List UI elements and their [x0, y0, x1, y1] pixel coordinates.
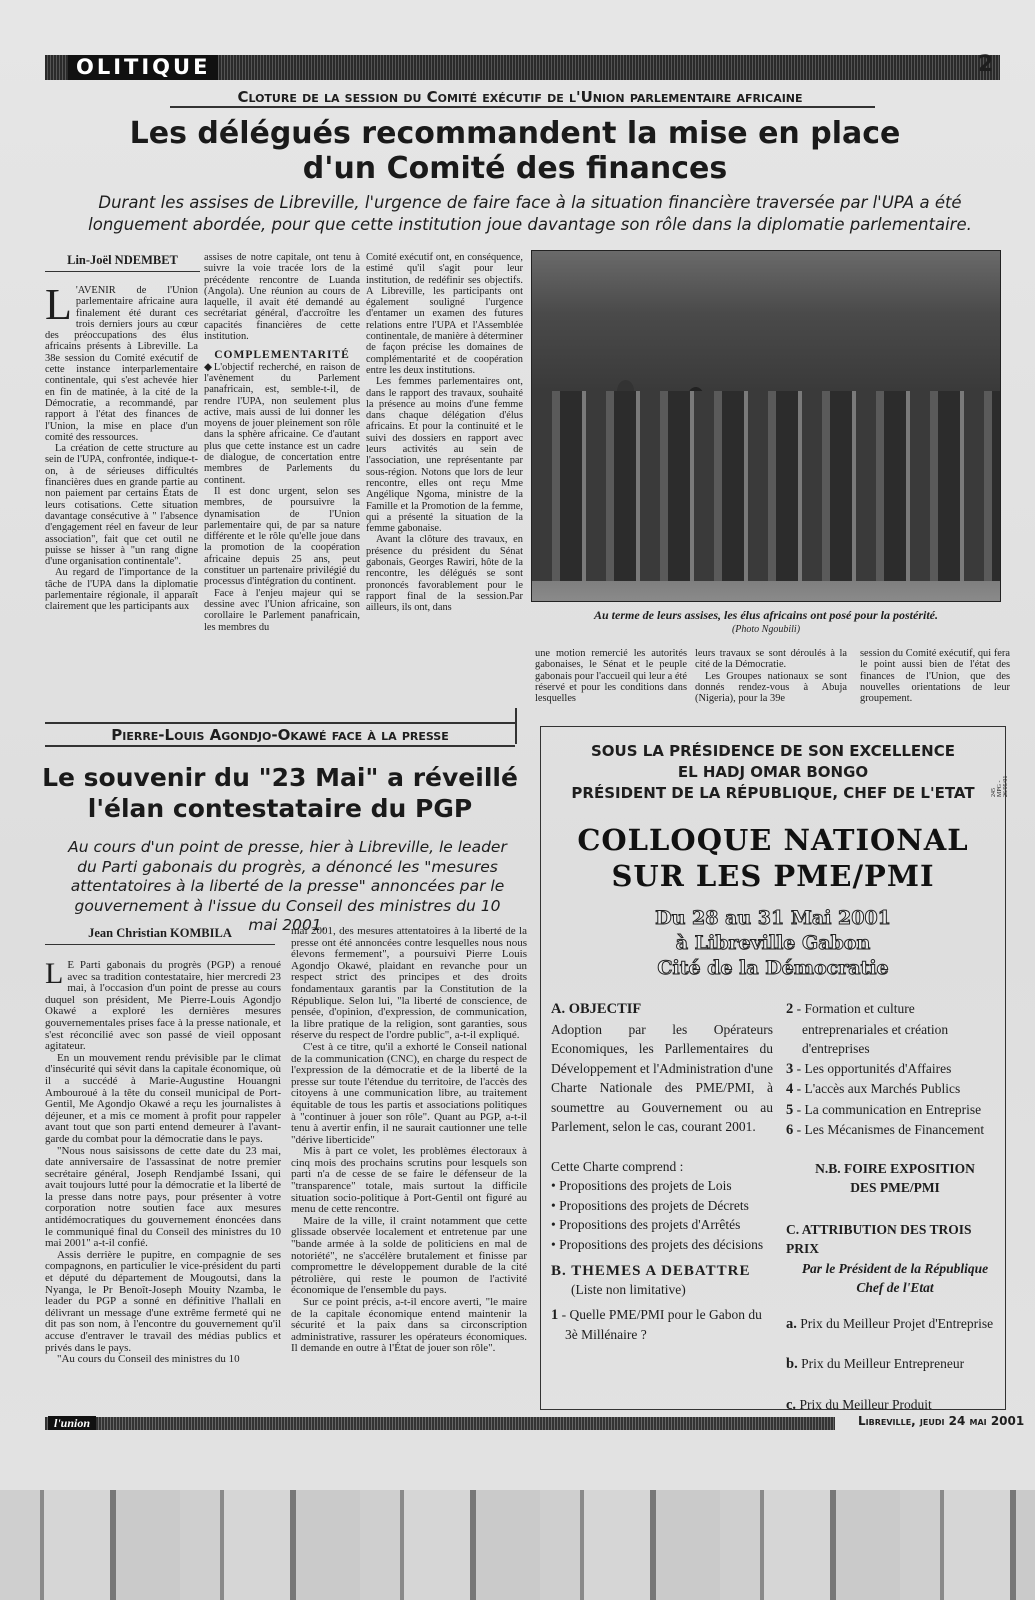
prix-text: Prix du Meilleur Projet d'Entreprise: [800, 1315, 994, 1331]
ad-title-line: SUR LES PME/PMI: [611, 859, 935, 893]
kicker-rule-top: [45, 722, 515, 724]
paragraph: "Nous nous saisissons de cette date du 23 mai, date anniversaire de l'assassinat de notre premier secrétaire général, Joseph Rendjambé Issani, qui avait toujours lutté pour la démocratie et la liberté de la presse dans notre pays, pour présenter à votre corporation notre soutien face aux mesures antidémocratiques du gouvernement énoncées dans le communiqué final du Conseil des ministres du 10 mai 2001" a-t-il confié.: [45, 1144, 281, 1250]
ad-left-column: [551, 999, 773, 1345]
charte-item-text: Propositions des projets de Lois: [559, 1178, 732, 1193]
dateline: Libreville, jeudi 24 mai 2001: [858, 1414, 1025, 1428]
paragraph: En un mouvement rendu prévisible par le climat d'insécurité qui sévit dans la capitale économique, où il a succédé à Marie-Augustine Houangni Ambouroué à la tête du conseil municipal de Port-Gentil, Me Agondjo Okawé a reçu les journalistes à déjeuner, et a mis ce moment à profit pour rappeler avant tout que son parti entend demeurer à l'avant-garde du combat pour la démocratie dans le pays.: [45, 1051, 281, 1145]
theme-text: Quelle PME/PMI pour le Gabon du 3è Millénaire ?: [565, 1306, 762, 1342]
article1-column-2: [204, 252, 360, 633]
theme-number: 5: [786, 1101, 794, 1118]
charte-item: • Propositions des projets d'Arrêtés: [551, 1217, 741, 1232]
prix-letter: a.: [786, 1315, 797, 1332]
paragraph: Les Groupes nationaux se sont donnés rendez-vous à Abuja (Nigeria), pour la 39e: [695, 670, 847, 705]
prix-subtitle: [786, 1259, 1004, 1298]
paragraph: session du Comité exécutif, qui fera le point aussi bien de l'état des finances de l'Union, que des nouvelles orientations de leur groupement.: [860, 648, 1010, 705]
themes-title: B. THEMES A DEBATTRE: [551, 1263, 751, 1279]
foire-line: N.B. FOIRE EXPOSITION: [815, 1160, 975, 1176]
paragraph: La création de cette structure au sein de l'UPA, confrontée, indique-t-on, à de sérieuses difficultés financières dues en grande partie au non paiement par certains États de leurs cotisations. Cette situation davantage consécutive à " l'absence d'engagement réel en faveur de leur association", fait que cet outil ne puisse se hisser à "un rang digne d'une organisation continentale".: [45, 443, 198, 568]
ad-code: 245 MPG - 26/05/01: [991, 775, 1009, 797]
photo-caption: Au terme de leurs assises, les élus africains ont posé pour la postérité.: [593, 608, 939, 622]
prix-letter: b.: [786, 1356, 798, 1372]
theme-number: 3: [786, 1060, 794, 1077]
subheading: COMPLEMENTARITÉ: [214, 349, 350, 362]
theme-number: 2: [786, 1001, 794, 1017]
headline-line: Les délégués recommandent la mise en place: [129, 116, 901, 151]
ad-right-column: [786, 999, 1004, 1415]
prix-item: [786, 1354, 1004, 1375]
paragraph: Les femmes parlementaires ont, dans le rapport des travaux, souhaité la présence au moins d'une femme dans chaque délégation d'élus africains. Et pour la continuité et le suivi des dossiers en rapport avec leurs activités au sein de l'association, une représentante par sous-région. Notons que lors de leur rencontre, elles ont reçu Mme Angélique Ngoma, ministre de la Famille et la Promotion de la femme, qui a présenté la situation de la femme gabonaise.: [366, 376, 523, 535]
prix-letter: c.: [786, 1396, 797, 1413]
ad-title-line: COLLOQUE NATIONAL: [577, 823, 969, 857]
paragraph: une motion remercié les autorités gabonaises, le Sénat et le peuple gabonais pour l'accueil qui leur a été réservé et pour les conditions dans lesquelles: [535, 648, 687, 705]
drop-cap: L: [45, 280, 72, 329]
headline-line: d'un Comité des finances: [302, 151, 728, 186]
theme-text: Les opportunités d'Affaires: [804, 1060, 952, 1076]
prix-text: Prix du Meilleur Entrepreneur: [801, 1356, 965, 1371]
headline-line: l'élan contestataire du PGP: [87, 794, 473, 823]
drop-cap: L: [45, 957, 64, 990]
article1-byline: Lin-Joël NDEMBET: [45, 253, 200, 272]
theme-item: 6 - Les Mécanismes de Financement: [786, 1122, 985, 1138]
background-surface: [0, 1490, 1035, 1600]
article1-column-5: [695, 648, 847, 704]
article1-column-3: [366, 252, 523, 614]
charte-item: • Propositions des projets de Décrets: [551, 1197, 749, 1213]
article2-byline: Jean Christian KOMBILA: [45, 926, 275, 945]
theme-text: La communication en Entreprise: [804, 1101, 982, 1117]
objectif-title: A. OBJECTIF: [551, 1001, 642, 1017]
paragraph: ◆L'objectif recherché, en raison de l'avènement du Parlement panafricain, est, semble-t-il, de rendre l'UPA, non seulement plus active, mais aussi de lui donner les moyens de jouer pleinement son rôle dans la sphère africaine. Ce d'autant plus que cette instance est un cadre de dialogue, de concertation entre membres de Parlements du continent.: [204, 361, 360, 486]
page-number: 2: [978, 52, 994, 77]
theme-item: 3 - Les opportunités d'Affaires: [786, 1060, 952, 1077]
prix-item: [786, 1314, 1004, 1335]
paragraph: Il est donc urgent, selon ses membres, de poursuivre la dynamisation de l'Union parlementaire qui, de par sa nature différente et le rôle qu'elle joue dans la promotion de la coopération africaine depuis 25 ans, peut constituer un partenaire privilégié du processus d'intégration du continent.: [204, 485, 360, 588]
footer-bar: [45, 1417, 835, 1430]
theme-number: 1: [551, 1306, 559, 1323]
article2-column-2: [291, 926, 527, 1355]
paragraph: assises de notre capitale, ont tenu à suivre la voie tracée lors de la précédente rencontre de Luanda (Angola). Une réunion au cours de laquelle, il avait été demandé au secrétariat général, d'accroître les capacités financières de cette institution.: [204, 252, 360, 343]
paragraph: Assis derrière le pupitre, en compagnie de ses compagnons, en particulier le vice-président du parti et député du département de Mougoutsi, dans la Nyanga, le Pr Benoît-Joseph Mouity Nzamba, le leader du PGP a sonné en définitive l'hallali en délivrant un message d'une extrême fermeté qui ne dit pas son nom, à l'encontre du gouvernement qu'il accuse d'entraver le travail des médias publics et privés dans le pays.: [45, 1248, 281, 1354]
charte-item-text: Propositions des projets de Décrets: [559, 1197, 749, 1213]
article1-column-1: [45, 280, 198, 613]
objectif-text: Adoption par les Opérateurs Economiques, les Parllementaires du Développement et l'Administration d'une Charte Nationale des PME/PMI, à soumettre au Gouvernement ou au Parlement, selon le cas, courant 2001.: [551, 1021, 773, 1134]
kicker-rule: [170, 106, 875, 108]
photo-credit: (Photo Ngoubili): [731, 624, 801, 635]
foire-line: DES PME/PMI: [850, 1180, 940, 1195]
themes-note: (Liste non limitative): [571, 1281, 686, 1297]
theme-item: 2 - Formation et culture entreprenariales et création d'entreprises: [786, 1001, 949, 1056]
article1-column-4: [535, 648, 687, 704]
advertisement-colloque: [540, 726, 1009, 1413]
article1-kicker: Cloture de la session du Comité exécutif de l'Union parlementaire africaine: [237, 88, 803, 106]
theme-text: L'accès aux Marchés Publics: [804, 1081, 961, 1096]
theme-item: 5 - La communication en Entreprise: [786, 1101, 982, 1118]
ad-date-line: Cité de la Démocratie: [657, 957, 889, 979]
charte-item: • Propositions des projets des décisions: [551, 1236, 764, 1252]
ad-patronage: [541, 741, 1005, 804]
article1-lede: Durant les assises de Libreville, l'urgence de faire face à la situation financière traversée par l'UPA a été longuement abordée, pour que cette institution joue davantage son rôle dans la diplomatie parlementaire.: [88, 193, 972, 234]
theme-number: 4: [786, 1081, 794, 1097]
article2-column-1: [45, 957, 281, 1366]
foire-note: [786, 1159, 1004, 1198]
ad-head-line: PRÉSIDENT DE LA RÉPUBLIQUE, CHEF DE L'ETAT: [571, 784, 975, 802]
paragraph: Au regard de l'importance de la tâche de l'UPA dans la diplomatie parlementaire régionale, il apparaît clairement que les participants aux: [45, 567, 198, 613]
ad-head-line: EL HADJ OMAR BONGO: [677, 763, 869, 781]
article1-column-6: [860, 648, 1010, 704]
headline-line: Le souvenir du "23 Mai" a réveillé: [42, 763, 518, 792]
kicker-rule-bottom: [45, 745, 515, 747]
paragraph: Face à l'enjeu majeur qui se dessine avec l'Union africaine, son corollaire le Parlement panafricain, les membres du: [204, 587, 360, 633]
ad-title: [541, 822, 1005, 894]
article1-headline: [100, 116, 930, 186]
theme-text: Formation et culture entreprenariales et création d'entreprises: [802, 1001, 949, 1056]
charte-item: • Propositions des projets de Lois: [551, 1178, 732, 1193]
paragraph: C'est à ce titre, qu'il a exhorté le Conseil national de la communication (CNC), en charge du respect de l'expression de la démocratie et de la liberté de la presse sur toute l'étendue du territoire, de l'accès des citoyens à une communication libre, au traitement équitable de tous les partis et associations politiques à "continuer à jouer son rôle". Quant au PGP, a-t-il tenu à avertir enfin, il ne saurait cautionner une telle "dérive liberticide": [291, 1040, 527, 1146]
paragraph: E Parti gabonais du progrès (PGP) a renoué avec sa tradition contestataire, hier mercredi 23 mai, à l'occasion d'un point de presse au cours duquel son président, Me Pierre-Louis Agondjo Okawé a exploré les dernières mesures gouvernementales prises face à la presse nationale, et s'est réconcilié avec son passé de vieil opposant agitateur.: [45, 959, 281, 1053]
paragraph: Mis à part ce volet, les problèmes électoraux à cinq mois des prochains scrutins pour lesquels son parti n'a de cesse de se faire le défenseur de la "transparence" totale, mais surtout la difficile situation socio-politique à Port-Gentil ont figuré au menu de cette rencontre.: [291, 1145, 527, 1216]
prix-item: [786, 1395, 1004, 1416]
prix-sub-line: Par le Président de la République: [801, 1260, 989, 1276]
paragraph: Avant la clôture des travaux, en présence du président du Sénat gabonais, Georges Rawiri, hôte de la rencontre, les délégués se sont prononcés favorablement pour le rapport final de la session.Par ailleurs, ils ont, dans: [366, 534, 523, 614]
prix-text: Prix du Meilleur Produit: [799, 1396, 932, 1412]
charte-item-text: Propositions des projets d'Arrêtés: [559, 1217, 741, 1232]
article2-kicker: Pierre-Louis Agondjo-Okawé face à la presse: [111, 726, 449, 744]
column-rule: [515, 708, 517, 744]
paragraph: leurs travaux se sont déroulés à la cité de la Démocratie.: [695, 648, 847, 671]
theme-text: Les Mécanismes de Financement: [804, 1122, 985, 1137]
theme-item: 4 - L'accès aux Marchés Publics: [786, 1081, 961, 1097]
prix-title: C. ATTRIBUTION DES TROIS PRIX: [786, 1221, 972, 1256]
prix-sub-line: Chef de l'Etat: [856, 1280, 934, 1295]
article2-headline: [40, 762, 520, 824]
paragraph: "Au cours du Conseil des ministres du 10: [57, 1353, 240, 1366]
newspaper-logo: l'union: [48, 1416, 96, 1430]
paragraph: Sur ce point précis, a-t-il encore averti, "le maire de la capitale économique entend maintenir la sécurité et la paix dans sa circonscription administrative, rassurer les opérateurs économiques. Il demande en outre à l'État de jouer son rôle".: [291, 1296, 527, 1355]
ad-head-line: SOUS LA PRÉSIDENCE DE SON EXCELLENCE: [590, 742, 955, 760]
theme-item: 1 - Quelle PME/PMI pour le Gabon du 3è Millénaire ?: [551, 1306, 762, 1342]
paragraph: Maire de la ville, il craint notamment que cette glissade observée localement et entretenue par une "bande armée à la solde de politiciens en mal de notoriété", ne s'accélère brutalement et finisse par compromettre le développement durable de la cité pétrolière, qui reste le poumon de l'activité économique de l'ensemble du pays.: [291, 1214, 527, 1297]
charte-item-text: Propositions des projets des décisions: [559, 1236, 764, 1252]
photo-crowd: [532, 391, 1000, 581]
paragraph: mai 2001, des mesures attentatoires à la liberté de la presse ont été annoncées contre lesquelles nous nous élevons fermement", a poursuivi Pierre Louis Agondjo Okawé, plaidant en revanche pour un respect strict des principes et des droits fondamentaux garantis par la Constitution de la République. Selon lui, "la liberté de conscience, de pensée, d'opinion, d'expression, de communication, la libre pratique de la religion, sont garanties, sous réserve du respect de l'ordre public", a-t-il expliqué.: [291, 925, 527, 1042]
article2-lede: Au cours d'un point de presse, hier à Libreville, le leader du Parti gabonais du progrès, a dénoncé les "mesures attentatoires à la liberté de la presse" annoncées par le gouvernement à l'issue du Conseil des ministres du 10 mai 2001.: [68, 838, 507, 934]
section-title: OLITIQUE: [68, 55, 218, 80]
ad-date-line: à Libreville Gabon: [675, 932, 871, 954]
theme-number: 6: [786, 1122, 794, 1138]
charte-intro: Cette Charte comprend :: [551, 1158, 684, 1174]
ad-dates: [541, 906, 1005, 981]
paragraph: Comité exécutif ont, en conséquence, estimé qu'il s'agit pour leur institution, de redéfinir ses objectifs. A Libreville, les participants ont également souligné l'urgence d'entamer un examen des futures relations entre l'UPA et l'Assemblée continentale, de manière à déterminer de façon précise les domaines de complémentarité et de coopération entre les deux institutions.: [366, 252, 523, 376]
group-photo: [531, 250, 1001, 602]
ad-date-line: Du 28 au 31 Mai 2001: [655, 907, 891, 929]
paragraph: 'AVENIR de l'Union parlementaire africaine aura finalement été durant ces trois derniers jours au cœur des préoccupations des élus africains présents à Libreville. La 38e session du Comité exécutif de cette instance interparlementaire continentale, qui s'est achevée hier en fin de matinée, à la cité de la Démocratie, a recommandé, par rapport à l'état des finances de l'Union, la mise en place d'un comité des ressources.: [45, 285, 198, 443]
